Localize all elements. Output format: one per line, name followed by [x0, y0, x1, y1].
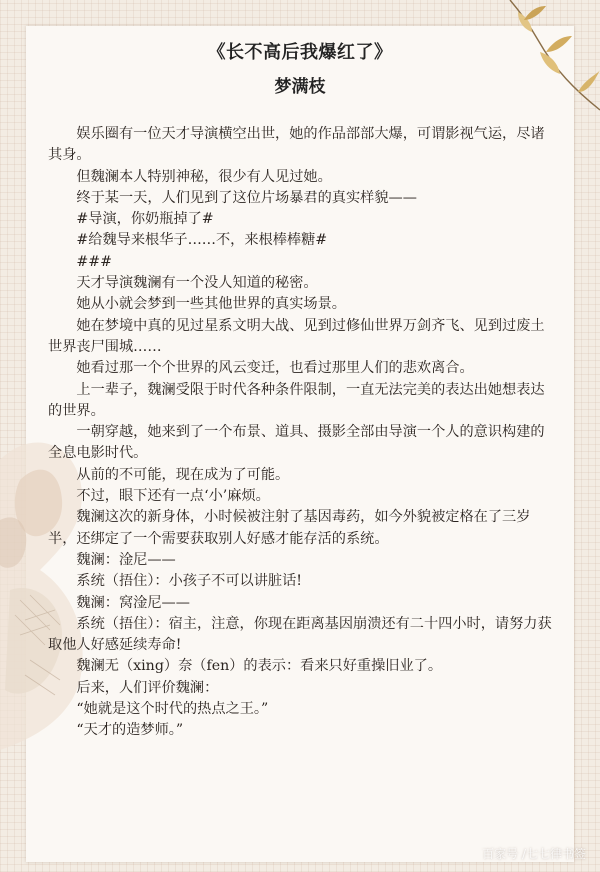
paragraph: 她看过那一个个世界的风云变迁，也看过那里人们的悲欢离合。	[76, 360, 474, 377]
paragraph: 魏澜这次的新身体，小时候被注射了基因毒药，如今外貌被定格在了三岁半，还绑定了一个需要获取别人好感才能存活的系统。	[48, 509, 531, 547]
paragraph: 一朝穿越，她来到了一个布景、道具、摄影全部由导演一个人的意识构建的全息电影时代。	[48, 424, 545, 462]
source-watermark: 百家号 /七七律书签	[482, 847, 586, 861]
paragraph: #导演，你奶瓶掉了#	[76, 211, 214, 228]
paragraph: 从前的不可能，现在成为了可能。	[76, 466, 290, 483]
paragraph: 系统（捂住）：宿主，注意，你现在距离基因崩溃还有二十四小时，请努力获取他人好感延续寿命!	[48, 615, 552, 654]
paragraph: 娱乐圈有一位天才导演横空出世，她的作品部部大爆，可谓影视气运，尽诸其身。	[48, 126, 545, 164]
paragraph: “她就是这个时代的热点之王。”	[76, 701, 269, 718]
paragraph: 系统（捂住）：小孩子不可以讲脏话!	[76, 573, 302, 590]
paragraph: 不过，眼下还有一点‘小’麻烦。	[76, 488, 270, 505]
paragraph: 她从小就会梦到一些其他世界的真实场景。	[76, 296, 346, 313]
paragraph: 她在梦境中真的见过星系文明大战、见到过修仙世界万剑齐飞、见到过废土世界丧尸围城……	[48, 317, 545, 355]
paragraph: 但魏澜本人特别神秘，很少有人见过她。	[76, 168, 332, 185]
paragraph: ###	[76, 253, 113, 270]
paragraph: 终于某一天，人们见到了这位片场暴君的真实样貌——	[76, 189, 417, 206]
paragraph: 魏澜：淦尼——	[76, 551, 176, 568]
paragraph: 后来，人们评价魏澜：	[76, 679, 219, 696]
author-name: 梦满枝	[274, 77, 326, 97]
paragraph: “天才的造梦师。”	[76, 722, 184, 739]
paragraph: 魏澜无（xing）奈（fen）的表示：看来只好重操旧业了。	[76, 658, 443, 675]
synopsis-body	[48, 124, 552, 742]
book-title: 《长不高后我爆红了》	[207, 42, 393, 63]
paragraph: #给魏导来根华子……不，来根棒棒糖#	[76, 232, 328, 249]
paragraph: 上一辈子，魏澜受限于时代各种条件限制，一直无法完美的表达出她想表达的世界。	[48, 381, 545, 419]
paragraph: 魏澜：窝淦尼——	[76, 594, 190, 611]
paragraph: 天才导演魏澜有一个没人知道的秘密。	[76, 275, 318, 292]
